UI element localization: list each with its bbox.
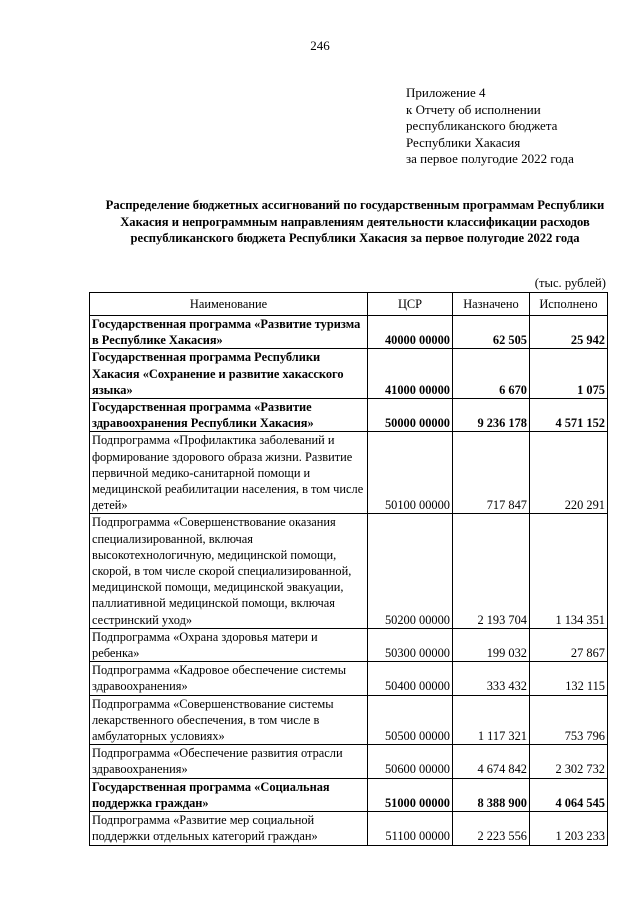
row-name: Подпрограмма «Профилактика заболеваний и формирование здорового образа жизни. Развитие первичной медико-санитарной помощи и медицинской реабилитации населения, в том числе детей» bbox=[90, 432, 368, 514]
row-executed: 4 571 152 bbox=[530, 399, 608, 432]
appendix-line: Приложение 4 bbox=[406, 85, 486, 100]
row-executed: 1 075 bbox=[530, 349, 608, 399]
table-row bbox=[90, 432, 608, 514]
row-assigned: 199 032 bbox=[453, 628, 530, 661]
row-executed: 220 291 bbox=[530, 432, 608, 514]
row-csr: 50100 00000 bbox=[368, 432, 453, 514]
row-assigned: 8 388 900 bbox=[453, 778, 530, 811]
row-csr: 50500 00000 bbox=[368, 695, 453, 745]
row-assigned: 717 847 bbox=[453, 432, 530, 514]
row-executed: 1 134 351 bbox=[530, 514, 608, 628]
row-csr: 51100 00000 bbox=[368, 812, 453, 845]
row-executed: 2 302 732 bbox=[530, 745, 608, 778]
table-row bbox=[90, 695, 608, 745]
row-assigned: 9 236 178 bbox=[453, 399, 530, 432]
table-row bbox=[90, 778, 608, 811]
row-csr: 50400 00000 bbox=[368, 662, 453, 695]
table-row bbox=[90, 399, 608, 432]
header-name: Наименование bbox=[90, 293, 368, 316]
row-csr: 51000 00000 bbox=[368, 778, 453, 811]
row-assigned: 333 432 bbox=[453, 662, 530, 695]
table-row bbox=[90, 812, 608, 845]
document-title: Распределение бюджетных ассигнований по государственным программам Республики Хакасия и непрограммным направлениям деятельности классификации расходов республиканского бюджета Республики Хакасия за первое полугодие 2022 года bbox=[105, 198, 605, 245]
row-name: Подпрограмма «Охрана здоровья матери и ребенка» bbox=[90, 628, 368, 661]
header-csr: ЦСР bbox=[368, 293, 453, 316]
appendix-line: Республики Хакасия bbox=[406, 134, 521, 150]
row-name: Государственная программа «Развитие туризма в Республике Хакасия» bbox=[90, 316, 368, 349]
appendix-line: за первое полугодие 2022 года bbox=[406, 151, 574, 166]
budget-table bbox=[89, 292, 608, 846]
header-assigned: Назначено bbox=[453, 293, 530, 316]
row-executed: 4 064 545 bbox=[530, 778, 608, 811]
appendix-line: к Отчету об исполнении bbox=[406, 101, 541, 117]
page-number: 246 bbox=[310, 38, 330, 53]
table-row bbox=[90, 316, 608, 349]
row-name: Подпрограмма «Развитие мер социальной поддержки отдельных категорий граждан» bbox=[90, 812, 368, 845]
header-executed: Исполнено bbox=[530, 293, 608, 316]
row-name: Государственная программа «Социальная поддержка граждан» bbox=[90, 778, 368, 811]
row-executed: 1 203 233 bbox=[530, 812, 608, 845]
row-name: Государственная программа «Развитие здравоохранения Республики Хакасия» bbox=[90, 399, 368, 432]
table-row bbox=[90, 514, 608, 628]
row-name: Подпрограмма «Совершенствование системы лекарственного обеспечения, в том числе в амбулаторных условиях» bbox=[90, 695, 368, 745]
units-label: (тыс. рублей) bbox=[534, 276, 606, 290]
row-name: Подпрограмма «Совершенствование оказания специализированной, включая высокотехнологичную, медицинской помощи, скорой, в том числе скорой специализированной, медицинской помощи, медицинской эвакуации, паллиативной медицинской помощи, включая сестринский уход» bbox=[90, 514, 368, 628]
appendix-note bbox=[406, 85, 574, 168]
row-csr: 40000 00000 bbox=[368, 316, 453, 349]
row-csr: 50200 00000 bbox=[368, 514, 453, 628]
row-executed: 753 796 bbox=[530, 695, 608, 745]
table-row bbox=[90, 662, 608, 695]
table-row bbox=[90, 628, 608, 661]
row-csr: 41000 00000 bbox=[368, 349, 453, 399]
row-assigned: 62 505 bbox=[453, 316, 530, 349]
row-name: Государственная программа Республики Хакасия «Сохранение и развитие хакасского языка» bbox=[90, 349, 368, 399]
row-assigned: 1 117 321 bbox=[453, 695, 530, 745]
row-assigned: 4 674 842 bbox=[453, 745, 530, 778]
table-row bbox=[90, 349, 608, 399]
row-assigned: 2 193 704 bbox=[453, 514, 530, 628]
table-row bbox=[90, 745, 608, 778]
table-header-row bbox=[90, 293, 608, 316]
row-assigned: 2 223 556 bbox=[453, 812, 530, 845]
row-csr: 50600 00000 bbox=[368, 745, 453, 778]
row-executed: 27 867 bbox=[530, 628, 608, 661]
row-csr: 50300 00000 bbox=[368, 628, 453, 661]
row-executed: 25 942 bbox=[530, 316, 608, 349]
row-name: Подпрограмма «Кадровое обеспечение системы здравоохранения» bbox=[90, 662, 368, 695]
row-csr: 50000 00000 bbox=[368, 399, 453, 432]
appendix-line: республиканского бюджета bbox=[406, 118, 558, 133]
row-name: Подпрограмма «Обеспечение развития отрасли здравоохранения» bbox=[90, 745, 368, 778]
row-assigned: 6 670 bbox=[453, 349, 530, 399]
row-executed: 132 115 bbox=[530, 662, 608, 695]
